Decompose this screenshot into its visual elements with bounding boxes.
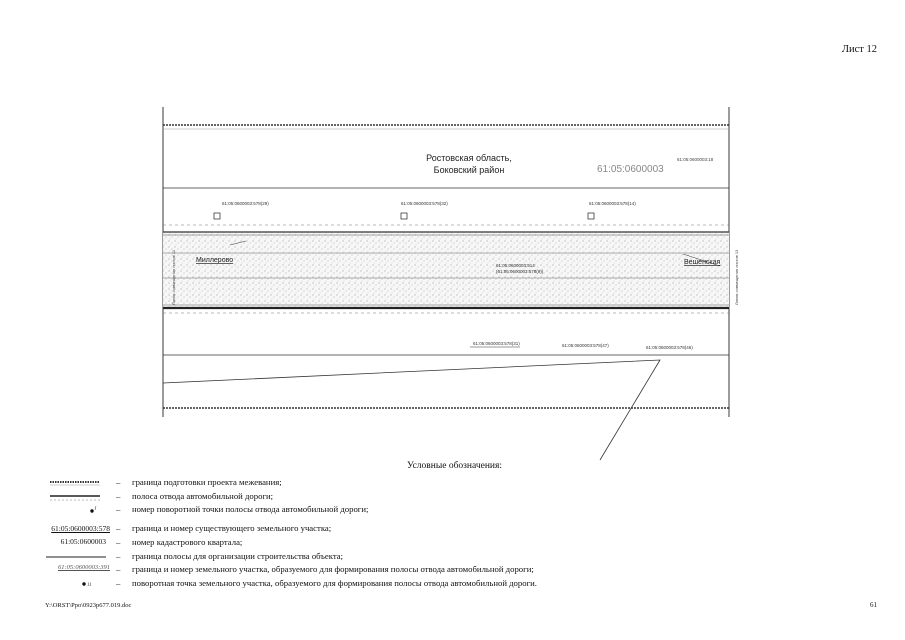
turning-point-marker <box>214 213 220 219</box>
region-label-line2: Боковский район <box>433 165 505 175</box>
legend-separator: – <box>116 490 121 501</box>
legend-item <box>38 476 738 490</box>
parcel-label-top: 61:05:0600003:578(32) <box>401 201 448 206</box>
legend-symbol <box>38 563 110 576</box>
parcel-center-label: 61:05:0600003:514 <box>496 263 535 268</box>
legend-item <box>38 536 738 550</box>
region-label-line1: Ростовская область, <box>426 153 512 163</box>
legend-symbol <box>38 523 110 536</box>
legend-item <box>38 503 738 517</box>
legend-text: граница полосы для организации строительства объекта; <box>132 550 343 561</box>
legend-text: полоса отвода автомобильной дороги; <box>132 490 274 501</box>
legend-item <box>38 550 738 564</box>
parcel-center-label-2: (61:05:0600003:578(9)) <box>496 269 544 274</box>
parcel-label-bottom: 61:05:0600003:578(46) <box>646 345 693 350</box>
parcel-number-sample: 61:05:0600003:578 <box>51 523 110 533</box>
legend-separator: – <box>116 564 121 574</box>
legend-item <box>38 577 738 591</box>
new-parcel-number-sample: 61:05:0600003:391 <box>58 564 110 571</box>
parcel-label-bottom: 61:05:0600003:578(31) <box>473 341 520 346</box>
legend-text: поворотная точка земельного участка, образуемого для формирования полосы отвода автомобильной дороги. <box>132 577 537 588</box>
legend-text: граница и номер существующего земельного участка; <box>132 522 332 533</box>
hatched-boundary-line-icon <box>38 476 110 489</box>
legend-item <box>38 563 738 577</box>
turning-point-marker <box>401 213 407 219</box>
sheet-junction-label-left: Линия совмещения листов 11 <box>171 249 176 305</box>
page-number: 61 <box>870 601 877 609</box>
sheet-junction-label-right: Линия совмещения листов 13 <box>734 249 739 305</box>
parcel-label-bottom: 61:05:0600003:578(47) <box>562 343 609 348</box>
legend-separator: – <box>116 522 121 533</box>
legend-item <box>38 490 738 504</box>
new-parcel-boundary <box>163 360 660 460</box>
parcel-label-top: 61:05:0600003:578(14) <box>589 201 636 206</box>
legend-separator: – <box>116 550 121 561</box>
legend-symbol <box>38 536 110 549</box>
legend-text: номер кадастрового квартала; <box>132 537 243 547</box>
legend-text: граница подготовки проекта межевания; <box>132 477 282 487</box>
new-parcel-point-icon <box>38 577 110 590</box>
legend-text: граница и номер земельного участка, образуемого для формирования полосы отвода автомобильной дороги; <box>132 564 534 574</box>
turning-point-dot-icon <box>38 503 110 516</box>
quarter-number-sample: 61:05:0600003 <box>60 537 106 546</box>
svg-text:11: 11 <box>87 582 92 588</box>
legend-title: Условные обозначения: <box>407 461 503 471</box>
legend-item <box>38 523 738 537</box>
legend-text: номер поворотной точки полосы отвода автомобильной дороги; <box>132 504 369 514</box>
settlement-label-right: Вешенская <box>684 259 721 266</box>
turning-point-marker <box>588 213 594 219</box>
right-of-way-strip-icon <box>38 490 110 503</box>
legend-separator: – <box>116 577 121 588</box>
legend-separator: – <box>116 477 121 487</box>
settlement-label-left: Миллерово <box>196 257 234 264</box>
file-path: Y:\ORST\Ppo\0923p677.019.doc <box>45 602 132 609</box>
sheet-label: Лист 12 <box>841 44 877 55</box>
legend-separator: – <box>116 537 121 547</box>
legend <box>38 476 738 590</box>
parcel-label-top-right: 61:05:0600003:18 <box>677 157 714 162</box>
quarter-number-label: 61:05:0600003 <box>597 164 664 175</box>
parcel-label-top: 61:05:0600003:578(29) <box>222 201 269 206</box>
construction-strip-boundary-icon <box>38 550 110 563</box>
legend-separator: – <box>116 504 121 514</box>
road-right-of-way <box>163 232 729 308</box>
